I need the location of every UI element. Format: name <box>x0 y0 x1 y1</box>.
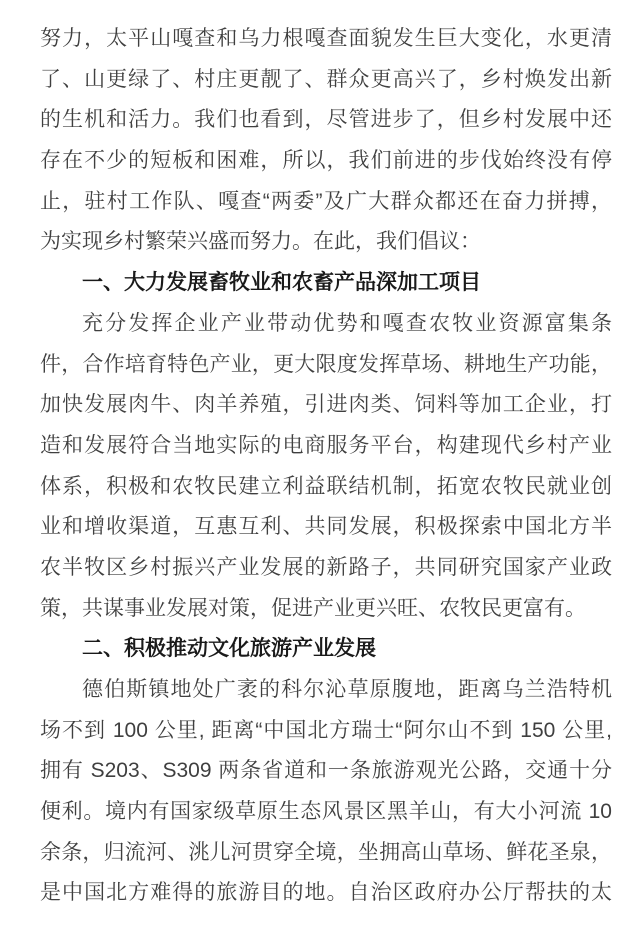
text-line: 业和增收渠道，互惠互利、共同发展，积极探索中国北方半 <box>40 515 612 539</box>
section-heading-1: 一、大力发展畜牧业和农畜产品深加工项目 <box>82 271 481 295</box>
text-line: 件，合作培育特色产业，更大限度发挥草场、耕地生产功能， <box>40 352 612 376</box>
text-line: 场不到 100 公里, 距离“中国北方瑞士“阿尔山不到 150 公里, <box>40 718 612 742</box>
text-line: 充分发挥企业产业带动优势和嘎查农牧业资源富集条 <box>82 311 612 335</box>
text-line: 农半牧区乡村振兴产业发展的新路子，共同研究国家产业政 <box>40 555 612 579</box>
text-line: 便利。境内有国家级草原生态风景区黑羊山，有大小河流 10 <box>40 800 612 824</box>
text-line: 余条，归流河、洮儿河贯穿全境，坐拥高山草场、鲜花圣泉， <box>40 840 612 864</box>
text-line: 加快发展肉牛、肉羊养殖，引进肉类、饲料等加工企业，打 <box>40 393 612 417</box>
text-line: 策，共谋事业发展对策，促进产业更兴旺、农牧民更富有。 <box>40 596 586 620</box>
text-line: 是中国北方难得的旅游目的地。自治区政府办公厅帮扶的太 <box>40 881 612 905</box>
text-line: 存在不少的短板和困难，所以，我们前进的步伐始终没有停 <box>40 149 612 173</box>
text-line: 德伯斯镇地处广袤的科尔沁草原腹地，距离乌兰浩特机 <box>82 678 612 701</box>
section-heading-2: 二、积极推动文化旅游产业发展 <box>82 637 376 661</box>
text-line: 了、山更绿了、村庄更靓了、群众更高兴了，乡村焕发出新 <box>40 67 612 91</box>
text-line: 努力，太平山嘎查和乌力根嘎查面貌发生巨大变化，水更清 <box>40 27 612 50</box>
text-line: 体系，积极和农牧民建立利益联结机制，拓宽农牧民就业创 <box>40 474 612 498</box>
text-line: 的生机和活力。我们也看到，尽管进步了，但乡村发展中还 <box>40 108 612 132</box>
text-line: 为实现乡村繁荣兴盛而努力。在此，我们倡议： <box>40 230 481 254</box>
text-line: 拥有 S203、S309 两条省道和一条旅游观光公路，交通十分 <box>40 759 612 783</box>
text-line: 造和发展符合当地实际的电商服务平台，构建现代乡村产业 <box>40 433 612 457</box>
text-line: 止，驻村工作队、嘎查“两委”及广大群众都还在奋力拼搏， <box>40 189 612 213</box>
